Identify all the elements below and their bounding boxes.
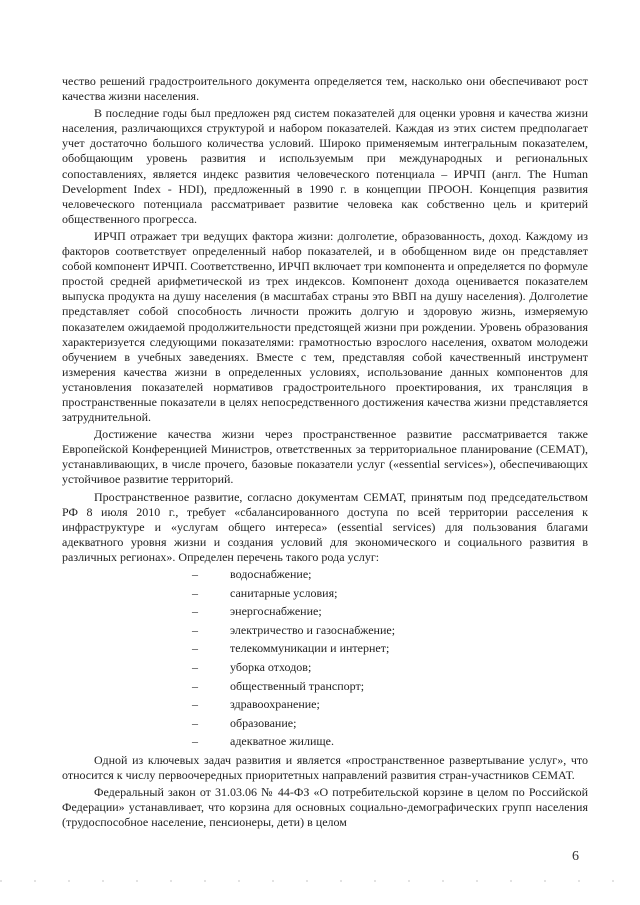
- list-item-text: электричество и газоснабжение;: [230, 622, 396, 637]
- list-item-text: санитарные условия;: [230, 585, 338, 600]
- list-item: [62, 602, 588, 621]
- list-dash: –: [192, 715, 198, 730]
- list-item: [62, 584, 588, 603]
- list-item-text: здравоохранение;: [230, 697, 320, 712]
- paragraph-2: В последние годы был предложен ряд систем показателей для оценки уровня и качества жизни населения, различающихся структурой и набором показателей. Каждая из этих систем предполагает учет достаточно большого количества условий. Широко применяемым интегральным показателем, обобщающим уровень развития и используемым при международных и региональных сопоставлениях, является индекс развития человеческого потенциала – ИРЧП (англ. The Human Development Index - HDI), предложенный в 1990 г. в концепции ПРООН. Концепция развития человеческого потенциала рассматривает развитие человека как собственно цель и критерий общественного прогресса.: [62, 106, 588, 226]
- list-item: [62, 639, 588, 658]
- list-item: [62, 695, 588, 714]
- page-number: 6: [572, 849, 579, 864]
- list-item-text: телекоммуникации и интернет;: [230, 641, 390, 656]
- list-dash: –: [192, 734, 198, 749]
- list-item: [62, 714, 588, 733]
- list-dash: –: [192, 567, 198, 581]
- paragraph-4: Достижение качества жизни через пространственное развитие рассматривается также Европейской Конференцией Министров, ответственных за территориальное планирование (СЕМАТ), устанавливающих, в числе прочего, базовые показатели услуг («essential services»), обеспечивающих устойчивое развитие территорий.: [62, 427, 588, 487]
- list-item-text: энергоснабжение;: [230, 604, 322, 619]
- list-dash: –: [192, 697, 198, 712]
- list-item-text: общественный транспорт;: [230, 678, 365, 693]
- list-item-text: образование;: [230, 715, 297, 730]
- paragraph-3: ИРЧП отражает три ведущих фактора жизни: долголетие, образованность, доход. Каждому из факторов соответствует определенный набор показателей, и в обобщенном виде он представляет собой компонент ИРЧП. Соответственно, ИРЧП включает три компонента и определяется по формуле простой средней арифметической из трех индексов. Компонент дохода оценивается показателем выпуска продукта на душу населения (в масштабах страны это ВВП на душу населения). Долголетие представляет собой способность личности прожить долгую и здоровую жизнь, измеряемую показателем ожидаемой продолжительности предстоящей жизни при рождении. Уровень образования характеризуется следующими показателями: грамотностью взрослого населения, охватом молодежи обучением в учебных заведениях. Вместе с тем, представляя собой качественный инструмент измерения качества жизни в определенных условиях, использование данных компонентов для установления показателей нормативов градостроительного проектирования, их трансляция в пространственные показатели в целях непосредственного достижения качества жизни представляется затруднительной.: [62, 228, 588, 425]
- list-dash: –: [192, 585, 198, 600]
- list-item-text: уборка отходов;: [230, 659, 312, 674]
- paragraph-6: Одной из ключевых задач развития и является «пространственное развертывание услуг», что относится к числу первоочередных приоритетных направлений развития стран-участников СЕМАТ.: [62, 752, 588, 783]
- list-dash: –: [192, 659, 198, 674]
- list-item-text: адекватное жилище.: [230, 734, 334, 749]
- list-dash: –: [192, 604, 198, 619]
- list-item-text: водоснабжение;: [230, 567, 312, 581]
- list-item: [62, 565, 588, 584]
- list-item: [62, 677, 588, 696]
- document-body: [62, 74, 588, 830]
- paragraph-5: Пространственное развитие, согласно документам СЕМАТ, принятым под председательством РФ 8 июля 2010 г., требует «сбалансированного доступа по всей территории расселения к инфраструктуре и «услугам общего интереса» (essential services) для пользования благами адекватного уровня жизни и создания условий для экономического и социального развития в различных регионах». Определен перечень такого рода услуг:: [62, 489, 588, 564]
- list-item: [62, 658, 588, 677]
- list-dash: –: [192, 678, 198, 693]
- paragraph-7: Федеральный закон от 31.03.06 № 44-ФЗ «О потребительской корзине в целом по Российской Федерации» устанавливает, что корзина для основных социально-демографических групп населения (трудоспособное население, пенсионеры, дети) в целом: [62, 785, 588, 830]
- scan-edge-divider: [0, 880, 640, 882]
- list-dash: –: [192, 641, 198, 656]
- list-item: [62, 732, 588, 751]
- list-dash: –: [192, 622, 198, 637]
- paragraph-1: чество решений градостроительного документа определяется тем, насколько они обеспечивают рост качества жизни населения.: [62, 74, 588, 104]
- services-list: [62, 565, 588, 751]
- list-item: [62, 621, 588, 640]
